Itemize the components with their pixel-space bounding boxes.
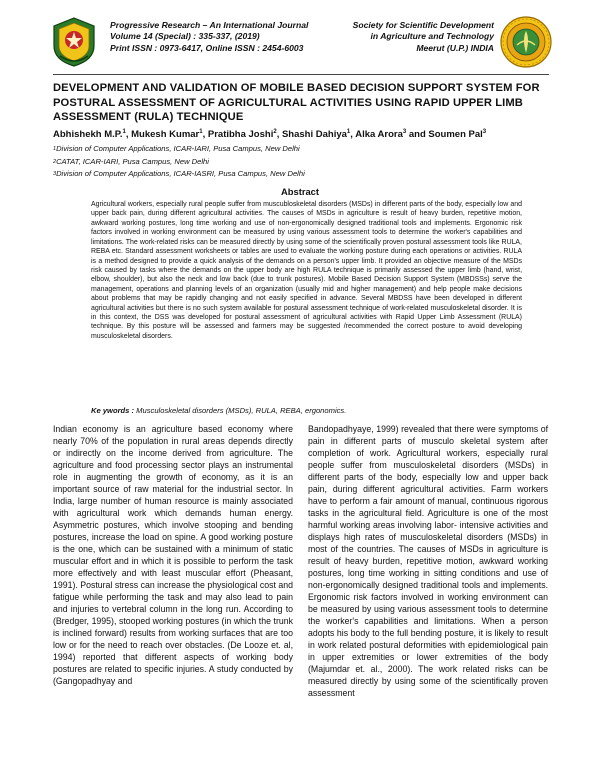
author-name: Abhishekh M.P. xyxy=(53,129,123,140)
author-name: Shashi Dahiya xyxy=(281,129,347,140)
society-header xyxy=(336,20,494,54)
article-title: DEVELOPMENT AND VALIDATION OF MOBILE BASED DECISION SUPPORT SYSTEM FOR POSTURAL ASSESSMENT OF AGRICULTURAL ACTIVITIES USING RAPID UPPER LIMB ASSESSMENT (RULA) TECHNIQUE xyxy=(53,82,540,124)
affiliation-text: CATAT, ICAR-IARI, Pusa Campus, New Delhi xyxy=(56,156,209,166)
author-affiliation-mark: 3 xyxy=(482,129,487,135)
author-separator: , xyxy=(276,129,282,140)
affiliation-list xyxy=(53,143,473,181)
author-name: Alka Arora xyxy=(355,129,403,140)
author-separator: and xyxy=(406,129,429,140)
author-separator: , xyxy=(125,129,132,140)
author-affiliation-mark: 3 xyxy=(402,129,407,135)
society-name-cont: in Agriculture and Technology xyxy=(370,31,494,42)
society-seal xyxy=(500,15,552,69)
journal-issn: Print ISSN : 0973-6417, Online ISSN : 2454-6003 xyxy=(110,42,304,53)
author-list xyxy=(53,129,553,140)
author-name: Mukesh Kumar xyxy=(131,129,200,140)
affiliation xyxy=(53,156,473,169)
body-column-right: Bandopadhyaye, 1999) revealed that there were symptoms of pain in different parts of musculo skeletal system after completion of work. Agricultural workers, especially rural people suffer from musculoskeletal disorders (MSDs) in different parts of the body, especially low and upper back pain, during different agricultural activities. Farm workers have to perform a fair amount of manual, continuous rigorous tasks in the agricultural field. Agriculture is one of the most harmful working areas involving labor- intensive activities and displays high rates of musculoskeletal disorders (MSDs) in most of the countries. The causes of MSDs in agriculture is result of heavy burden, repetitive motion, awkward working postures, long time working in sitting conditions and use of non-ergonomically designed traditional tools and implements. Ergonomic risk factors involved in working environment can be measured by using various assessment tools to determine the worker's capabilities and limitations. When a person adopts his body to the full bending posture, it is likely to result in work related postural deformities with epidemiological pain in upper extremities or lower extremities of the body (Majumdar et. al., 2000). The work related risks can be measured directly by using some of the scientifically proven assessment xyxy=(308,424,548,699)
body-column-left: Indian economy is an agriculture based economy where nearly 70% of the population in rural areas depends directly or indirectly on the income derived from agriculture. The agriculture and food processing sector plays an instrumental role in augmenting the growth of economy, as it is an important source of raw material for the industrial sector. In India, large number of human resource is mainly associated with agricultural work which demands human energy. Asymmetric postures, which involve stooping and bending postures, increase the load on spine. A good working posture is the one, which can be sustained with a minimum of static muscular effort and in which it is possible to perform the task more effectively and with least muscular effort (Pheasant, 1991). Postural stress can increase the physiological cost and fatigue while performing the task and may also lead to pain and injuries to vertebral column in the long run. According to (Bredger, 1995), stooped working postures (in which the trunk is inclined forward) results from working surfaces that are too low or for the need to reach over obstacles. (De Looze et. al, 1994) reported that different aspects of working body postures are related to specific injuries. A study conducted by (Gangopadhyay and xyxy=(53,424,293,687)
author-separator: , xyxy=(350,129,356,140)
author-affiliation-mark: 1 xyxy=(122,129,126,135)
society-name: Society for Scientific Development xyxy=(352,20,494,30)
affiliation-number: 2 xyxy=(53,158,57,165)
keywords-value: Musculoskeletal disorders (MSDs), RULA, REBA, ergonomics. xyxy=(136,406,347,415)
author-affiliation-mark: 2 xyxy=(273,129,277,135)
keywords-label: Ke ywords : xyxy=(91,406,135,415)
affiliation-text: Division of Computer Applications, ICAR-IARI, Pusa Campus, New Delhi xyxy=(56,144,300,153)
affiliation xyxy=(53,143,473,156)
affiliation xyxy=(53,168,473,181)
author-affiliation-mark: 1 xyxy=(346,129,351,135)
author-affiliation-mark: 1 xyxy=(199,129,203,135)
abstract-heading: Abstract xyxy=(280,186,320,197)
abstract-text: Agricultural workers, especially rural people suffer from muscubloskeletal disorders (MSDs) in different parts of the body, especially low and upper back pain, during different agricultural activities. The causes of MSDs in agriculture is result of heavy burden, repetitive motion, awkward working postures, long time working and use of non-ergonomically designed traditional tools and implements. Ergonomic risk factors involved in working environment can be measured by using various assessment tools to determine the worker's capabilities and limitations. The work-related risks can be measured directly by using some of the scientifically proven postural assessment tools like RULA, REBA etc. Standard assessment worksheets or tables are used to evaluate the working posture during each operations or activities. RULA is a method designed to provide a quick analysis of the demands on a person's upper limb. It provided an objective measure of the MSDs risk caused by tasks where the demands on the upper body are high RULA technique is primarily assessed the upper limb (hand, wrist, elbow, shoulder), but also the neck and low back (due to trunk postures). Mobile Based Decision Support System (MBDSSs) serve the management, operations and planning levels of an organization (usually mid and higher management) and help people make decisions about problems that may be rapidly changing and not easily specified in advance. Several MBDSS have been developed in different agricultural activities but there is no such system available for postural assessment technique of work-related musculoskeletal disorder. It is in this context, the DSS was developed for postural assessment of agricultural activities with Rapid Upper Limb Assessment (RULA) technique. By this posture will be assessed and farmers may be suggested /recommended the correct posture to avoid developing musculoskeletal disorders. xyxy=(91,201,522,340)
journal-header xyxy=(110,20,340,54)
author-separator: , xyxy=(202,129,208,140)
journal-logo xyxy=(50,16,98,68)
keywords xyxy=(91,406,522,415)
affiliation-text: Division of Computer Applications, ICAR-IASRI, Pusa Campus, New Delhi xyxy=(56,169,305,179)
affiliation-number: 3 xyxy=(53,171,57,178)
society-location: Meerut (U.P.) INDIA xyxy=(416,42,494,53)
journal-volume: Volume 14 (Special) : 335-337, (2019) xyxy=(110,31,260,42)
header-divider xyxy=(53,74,549,75)
journal-title: Progressive Research – An International Journal xyxy=(110,20,309,30)
author-name: Pratibha Joshi xyxy=(207,129,274,140)
author-name: Soumen Pal xyxy=(428,129,483,140)
affiliation-number: 1 xyxy=(53,146,57,152)
